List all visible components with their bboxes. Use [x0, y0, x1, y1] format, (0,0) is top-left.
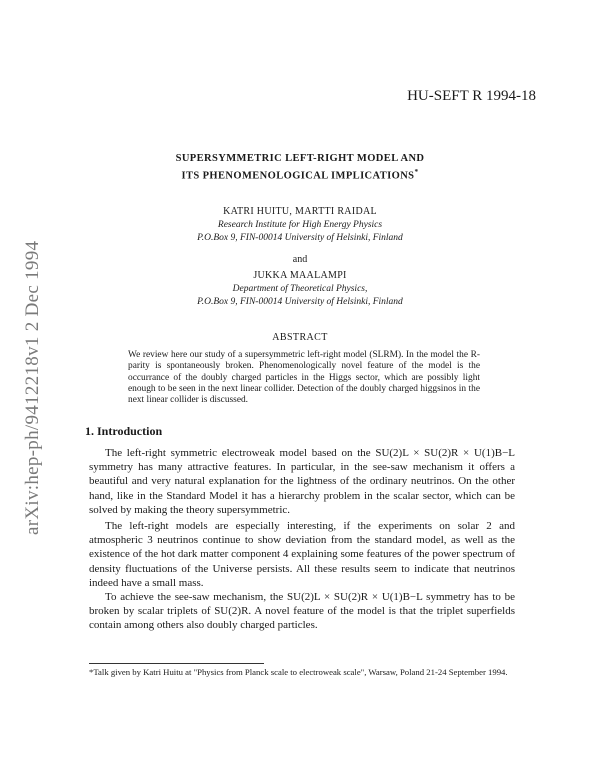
intro-paragraph-1: The left-right symmetric electroweak model based on the SU(2)L × SU(2)R × U(1)B−L symmetry has many attractive features. In particular, in the see-saw mechanism it offers a beautiful and very natural explanation for the lightness of the ordinary neutrinos. On the other hand, like in the Standard Model it has a hierarchy problem in the scalar sector, which can be solved by making the theory supersymmetric. [89, 447, 515, 516]
section-heading-introduction: 1. Introduction [85, 424, 163, 438]
affiliation-1-line-1: Research Institute for High Energy Physics [217, 220, 383, 230]
affiliation-1-line-2: P.O.Box 9, FIN-00014 University of Helsinki, Finland [197, 233, 403, 243]
paper-title-line-2-text: ITS PHENOMENOLOGICAL IMPLICATIONS [181, 170, 415, 182]
affiliation-2-line-1: Department of Theoretical Physics, [232, 284, 368, 294]
footnote-text: *Talk given by Katri Huitu at "Physics from Planck scale to electroweak scale", Warsaw, Poland 21-24 September 1994. [89, 667, 508, 677]
intro-paragraph-3: To achieve the see-saw mechanism, the SU(2)L × SU(2)R × U(1)B−L symmetry has to be broken by scalar triplets of SU(2)R. A novel feature of the model is that the triplet superfields contain among others also doubly charged particles. [89, 591, 515, 632]
intro-paragraph-2: The left-right models are especially interesting, if the experiments on solar 2 and atmospheric 3 neutrinos continue to show deviation from the standard model, as well as the existence of the hot dark matter component 4 explaining some features of the power spectrum of density fluctuations of the Universe persists. All these results seem to indicate that neutrinos indeed have a small mass. [89, 520, 515, 589]
abstract-text: We review here our study of a supersymmetric left-right model (SLRM). In the model the R-parity is spontaneously broken. Phenomenologically novel feature of the model is the occurrance of the doubly charged particles in the Higgs sector, which are possibly light enough to be seen in the next linear collider. Detection of the doubly charged higgsinos in the next linear collider is discussed. [128, 350, 480, 406]
authors-group-2: JUKKA MAALAMPI [253, 270, 347, 281]
title-footnote-mark: * [414, 167, 419, 176]
report-number: HU-SEFT R 1994-18 [407, 88, 536, 104]
footnote-rule [89, 663, 264, 664]
affiliation-2-line-2: P.O.Box 9, FIN-00014 University of Helsinki, Finland [197, 297, 403, 307]
arxiv-side-identifier: arXiv:hep-ph/9412218v1 2 Dec 1994 [22, 240, 43, 535]
abstract-heading: ABSTRACT [272, 332, 328, 343]
paper-title-line-1: SUPERSYMMETRIC LEFT-RIGHT MODEL AND [175, 153, 425, 164]
authors-group-1: KATRI HUITU, MARTTI RAIDAL [223, 206, 377, 217]
and-separator: and [292, 254, 308, 265]
paper-title-line-2 [0, 167, 600, 182]
